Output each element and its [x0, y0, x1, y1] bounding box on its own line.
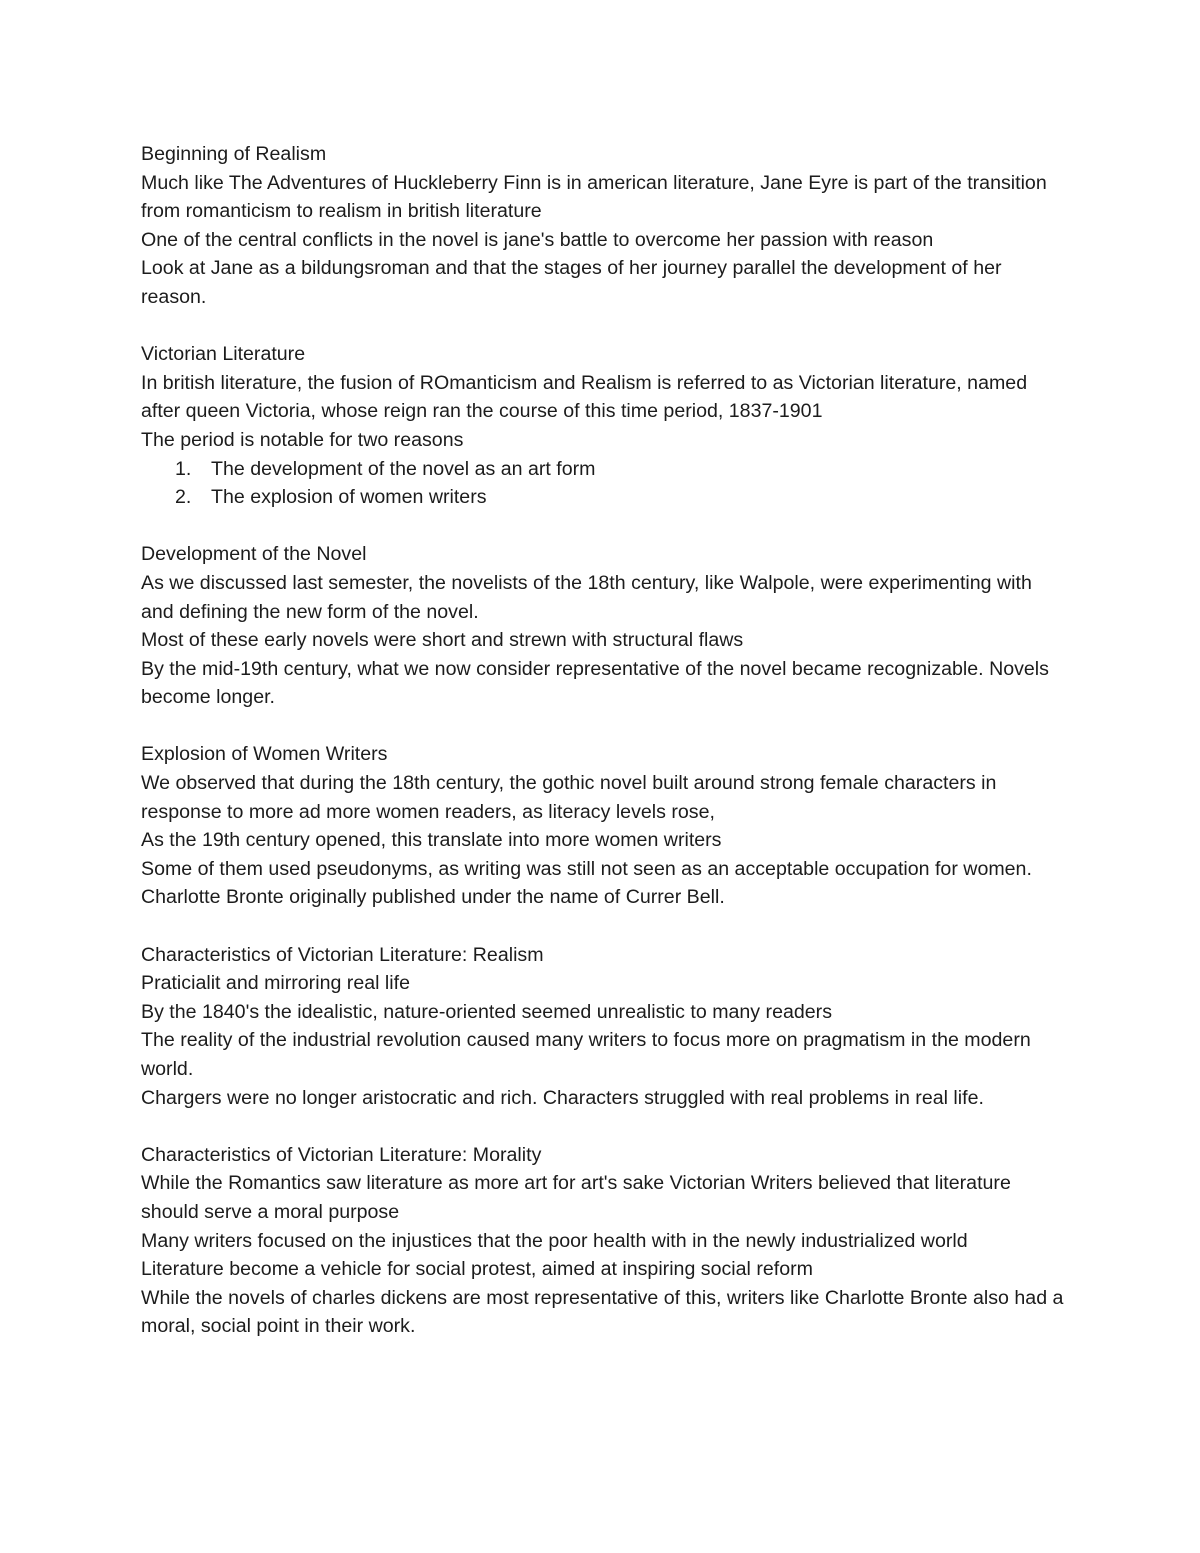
paragraph: The reality of the industrial revolution caused many writers to focus more on pragmatism in the modern world.	[141, 1029, 1031, 1080]
paragraph: We observed that during the 18th century, the gothic novel built around strong female characters in response to more ad more women readers, as literacy levels rose,	[141, 772, 997, 823]
paragraph: In british literature, the fusion of ROmanticism and Realism is referred to as Victorian literature, named after queen Victoria, whose reign ran the course of this time period, 1837-1901	[141, 371, 1028, 423]
paragraph: Some of them used pseudonyms, as writing was still not seen as an acceptable occupation for women. Charlotte Bronte originally published under the name of Currer Bell.	[141, 857, 1032, 909]
list-number: 2.	[175, 486, 192, 509]
section-beginning-of-realism	[141, 140, 1066, 312]
document-body	[141, 140, 1066, 1370]
numbered-list	[141, 455, 1066, 512]
paragraph: While the Romantics saw literature as more art for art's sake Victorian Writers believed that literature should serve a moral purpose	[141, 1172, 1011, 1223]
paragraph: By the mid-19th century, what we now consider representative of the novel became recognizable. Novels become longer.	[141, 657, 1049, 709]
paragraph: As we discussed last semester, the novelists of the 18th century, like Walpole, were experimenting with and defining the new form of the novel.	[141, 571, 1032, 623]
paragraph: By the 1840's the idealistic, nature-oriented seemed unrealistic to many readers	[141, 1000, 832, 1023]
list-number: 1.	[175, 457, 192, 480]
list-item-text: The development of the novel as an art form	[211, 457, 596, 480]
list-item	[141, 455, 1066, 484]
paragraph: Literature become a vehicle for social protest, aimed at inspiring social reform	[141, 1258, 813, 1281]
section-explosion-of-women-writers	[141, 740, 1066, 912]
paragraph: Look at Jane as a bildungsroman and that the stages of her journey parallel the development of her reason.	[141, 257, 1002, 308]
section-victorian-literature	[141, 340, 1066, 512]
paragraph: While the novels of charles dickens are most representative of this, writers like Charlotte Bronte also had a moral, social point in their work.	[141, 1286, 1064, 1338]
paragraph: Much like The Adventures of Huckleberry Finn is in american literature, Jane Eyre is part of the transition from romanticism to realism in british literature	[141, 171, 1047, 223]
paragraph: Chargers were no longer aristocratic and rich. Characters struggled with real problems in real life.	[141, 1086, 984, 1109]
section-heading: Beginning of Realism	[141, 143, 327, 165]
section-heading: Characteristics of Victorian Literature: Realism	[141, 943, 544, 966]
section-characteristics-morality	[141, 1141, 1066, 1341]
paragraph: Praticialit and mirroring real life	[141, 972, 410, 995]
paragraph: Most of these early novels were short and strewn with structural flaws	[141, 629, 744, 652]
paragraph: One of the central conflicts in the novel is jane's battle to overcome her passion with reason	[141, 228, 934, 251]
section-heading: Development of the Novel	[141, 543, 367, 566]
paragraph: Many writers focused on the injustices that the poor health with in the newly industrialized world	[141, 1229, 968, 1252]
section-development-of-the-novel	[141, 540, 1066, 712]
list-item	[141, 483, 1066, 512]
section-characteristics-realism	[141, 941, 1066, 1113]
section-heading: Explosion of Women Writers	[141, 743, 388, 766]
section-heading: Characteristics of Victorian Literature: Morality	[141, 1143, 542, 1166]
paragraph: As the 19th century opened, this translate into more women writers	[141, 829, 722, 852]
list-item-text: The explosion of women writers	[211, 486, 487, 509]
section-heading: Victorian Literature	[141, 343, 306, 366]
paragraph: The period is notable for two reasons	[141, 428, 464, 451]
